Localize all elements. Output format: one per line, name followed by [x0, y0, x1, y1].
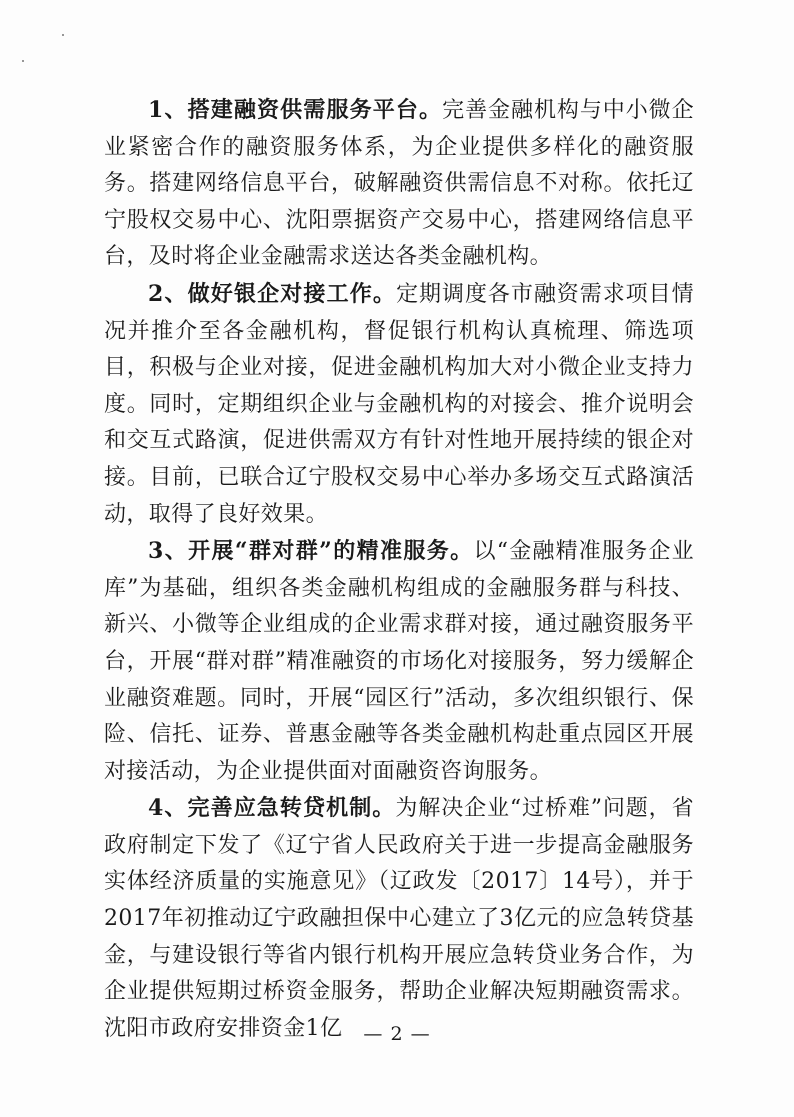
page-number: — 2 — — [363, 1023, 431, 1045]
paragraph-heading: 1、搭建融资供需服务平台。 — [148, 97, 443, 123]
paragraph-text: 为解决企业“过桥难”问题，省政府制定下发了《辽宁省人民政府关于进一步提高金融服务实体经济质量的实施意见》（辽政发〔2017〕14号），并于2017年初推动辽宁政融担保中心建立了3亿元的应急转贷基金，与建设银行等省内银行机构开展应急转贷业务合作，为企业提供短期过桥资金服务，帮助企业解决短期融资需求。沈阳市政府安排资金1亿 — [104, 796, 694, 1041]
scan-speck — [22, 60, 24, 62]
paragraph-group-to-group-service — [104, 533, 694, 790]
paragraph-heading: 2、做好银企对接工作。 — [148, 280, 397, 307]
paragraph-text: 定期调度各市融资需求项目情况并推介至各金融机构，督促银行机构认真梳理、筛选项目，积极与企业对接，促进金融机构加大对小微企业支持力度。同时，定期组织企业与金融机构的对接会、推介说明会和交互式路演，促进供需双方有针对性地开展持续的银企对接。目前，已联合辽宁股权交易中心举办多场交互式路演活动，取得了良好效果。 — [104, 281, 694, 527]
paragraph-heading: 3、开展“群对群”的精准服务。 — [148, 538, 474, 565]
paragraph-text: 完善金融机构与中小微企业紧密合作的融资服务体系，为企业提供多样化的融资服务。搭建网络信息平台，破解融资供需信息不对称。依托辽宁股权交易中心、沈阳票据资产交易中心，搭建网络信息平台，及时将企业金融需求送达各类金融机构。 — [104, 98, 695, 270]
paragraph-heading: 4、完善应急转贷机制。 — [148, 795, 396, 822]
scan-speck — [62, 34, 64, 36]
document-body — [104, 92, 694, 1047]
paragraph-bank-enterprise-docking — [104, 276, 694, 533]
paragraph-financing-platform — [104, 92, 694, 276]
paragraph-emergency-refinancing — [104, 790, 694, 1047]
paragraph-text: 以“金融精准服务企业库”为基础，组织各类金融机构组成的金融服务群与科技、新兴、小微等企业组成的企业需求群对接，通过融资服务平台，开展“群对群”精准融资的市场化对接服务，努力缓解企业融资难题。同时，开展“园区行”活动，多次组织银行、保险、信托、证券、普惠金融等各类金融机构赴重点园区开展对接活动，为企业提供面对面融资咨询服务。 — [104, 539, 694, 784]
